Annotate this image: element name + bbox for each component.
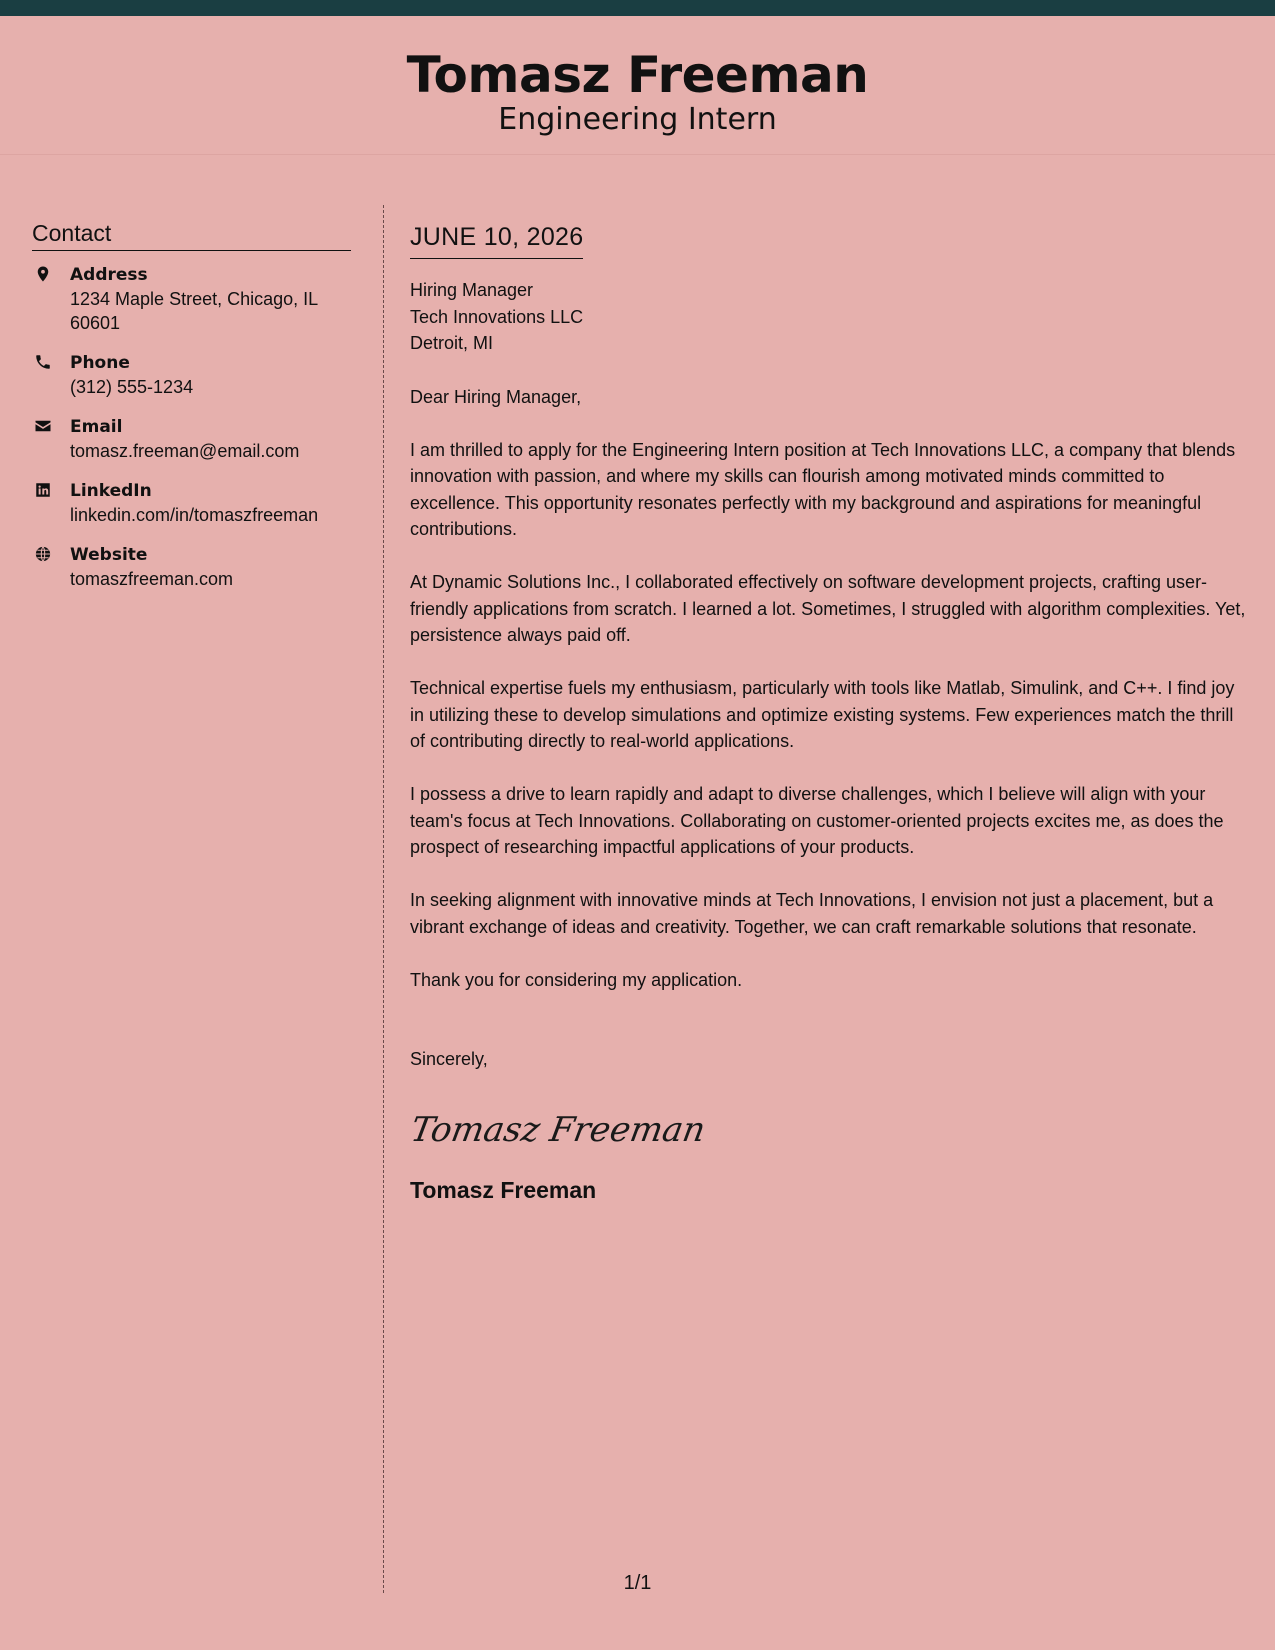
letter-paragraph: Thank you for considering my application. bbox=[410, 969, 743, 990]
contact-label: Email bbox=[70, 417, 123, 437]
contact-value: linkedin.com/in/tomaszfreeman bbox=[70, 505, 319, 525]
salutation: Dear Hiring Manager, bbox=[410, 386, 582, 407]
contact-address bbox=[32, 263, 351, 335]
recipient-line: Detroit, MI bbox=[410, 333, 494, 353]
phone-icon bbox=[34, 353, 52, 371]
contact-label: Address bbox=[70, 265, 148, 285]
letter-body bbox=[407, 220, 1252, 1205]
recipient-line: Hiring Manager bbox=[410, 280, 534, 300]
signature-text: Tomasz Freeman bbox=[407, 1109, 709, 1150]
letter-paragraph: In seeking alignment with innovative minds at Tech Innovations, I envision not just a placement, but a vibrant exchange of ideas and creativity. Together, we can craft remarkable solutions that resonate. bbox=[410, 890, 1214, 937]
letter-text bbox=[410, 384, 1252, 1073]
recipient-block bbox=[410, 277, 1252, 357]
letter-paragraph: I possess a drive to learn rapidly and adapt to diverse challenges, which I believe will align with your team's focus at Tech Innovations. Collaborating on customer-oriented projects excites me, as does the prospect of researching impactful applications of your products. bbox=[410, 784, 1224, 857]
contact-value: 1234 Maple Street, Chicago, IL 60601 bbox=[70, 289, 318, 333]
column-divider bbox=[383, 205, 384, 1593]
letter-date: JUNE 10, 2026 bbox=[410, 220, 583, 259]
linkedin-icon bbox=[34, 481, 52, 499]
contact-value: tomasz.freeman@email.com bbox=[70, 441, 300, 461]
contact-value: (312) 555-1234 bbox=[70, 377, 194, 397]
page-number: 1/1 bbox=[623, 1572, 652, 1594]
handwritten-signature bbox=[407, 1103, 1252, 1155]
top-accent-bar bbox=[0, 0, 1275, 16]
letter-header bbox=[0, 16, 1275, 155]
contact-label: Phone bbox=[70, 353, 130, 373]
closing: Sincerely, bbox=[410, 1049, 488, 1069]
applicant-role: Engineering Intern bbox=[498, 102, 777, 137]
applicant-name: Tomasz Freeman bbox=[406, 46, 869, 104]
contact-label: Website bbox=[70, 545, 148, 565]
contact-list bbox=[32, 263, 351, 591]
contact-linkedin bbox=[32, 479, 351, 527]
signed-name: Tomasz Freeman bbox=[410, 1176, 597, 1203]
map-pin-icon bbox=[34, 265, 52, 283]
contact-email bbox=[32, 415, 351, 463]
globe-icon bbox=[34, 545, 52, 563]
contact-label: LinkedIn bbox=[70, 481, 152, 501]
letter-paragraph: I am thrilled to apply for the Engineering Intern position at Tech Innovations LLC, a company that blends innovation with passion, and where my skills can flourish among motivated minds committed to excellence. This opportunity resonates perfectly with my background and aspirations for meaningful contributions. bbox=[410, 439, 1236, 539]
contact-phone bbox=[32, 351, 351, 399]
contact-value: tomaszfreeman.com bbox=[70, 569, 234, 589]
envelope-icon bbox=[34, 417, 52, 435]
contact-sidebar bbox=[32, 218, 351, 607]
contact-heading: Contact bbox=[32, 218, 351, 251]
recipient-line: Tech Innovations LLC bbox=[410, 306, 584, 327]
letter-paragraph: At Dynamic Solutions Inc., I collaborated effectively on software development projects, crafting user-friendly applications from scratch. I learned a lot. Sometimes, I struggled with algorithm complexities. Yet, persistence always paid off. bbox=[410, 572, 1246, 645]
contact-website bbox=[32, 543, 351, 591]
letter-paragraph: Technical expertise fuels my enthusiasm, particularly with tools like Matlab, Simulink, and C++. I find joy in utilizing these to develop simulations and optimize existing systems. Few experiences match the thrill of contributing directly to real-world applications. bbox=[410, 678, 1235, 751]
